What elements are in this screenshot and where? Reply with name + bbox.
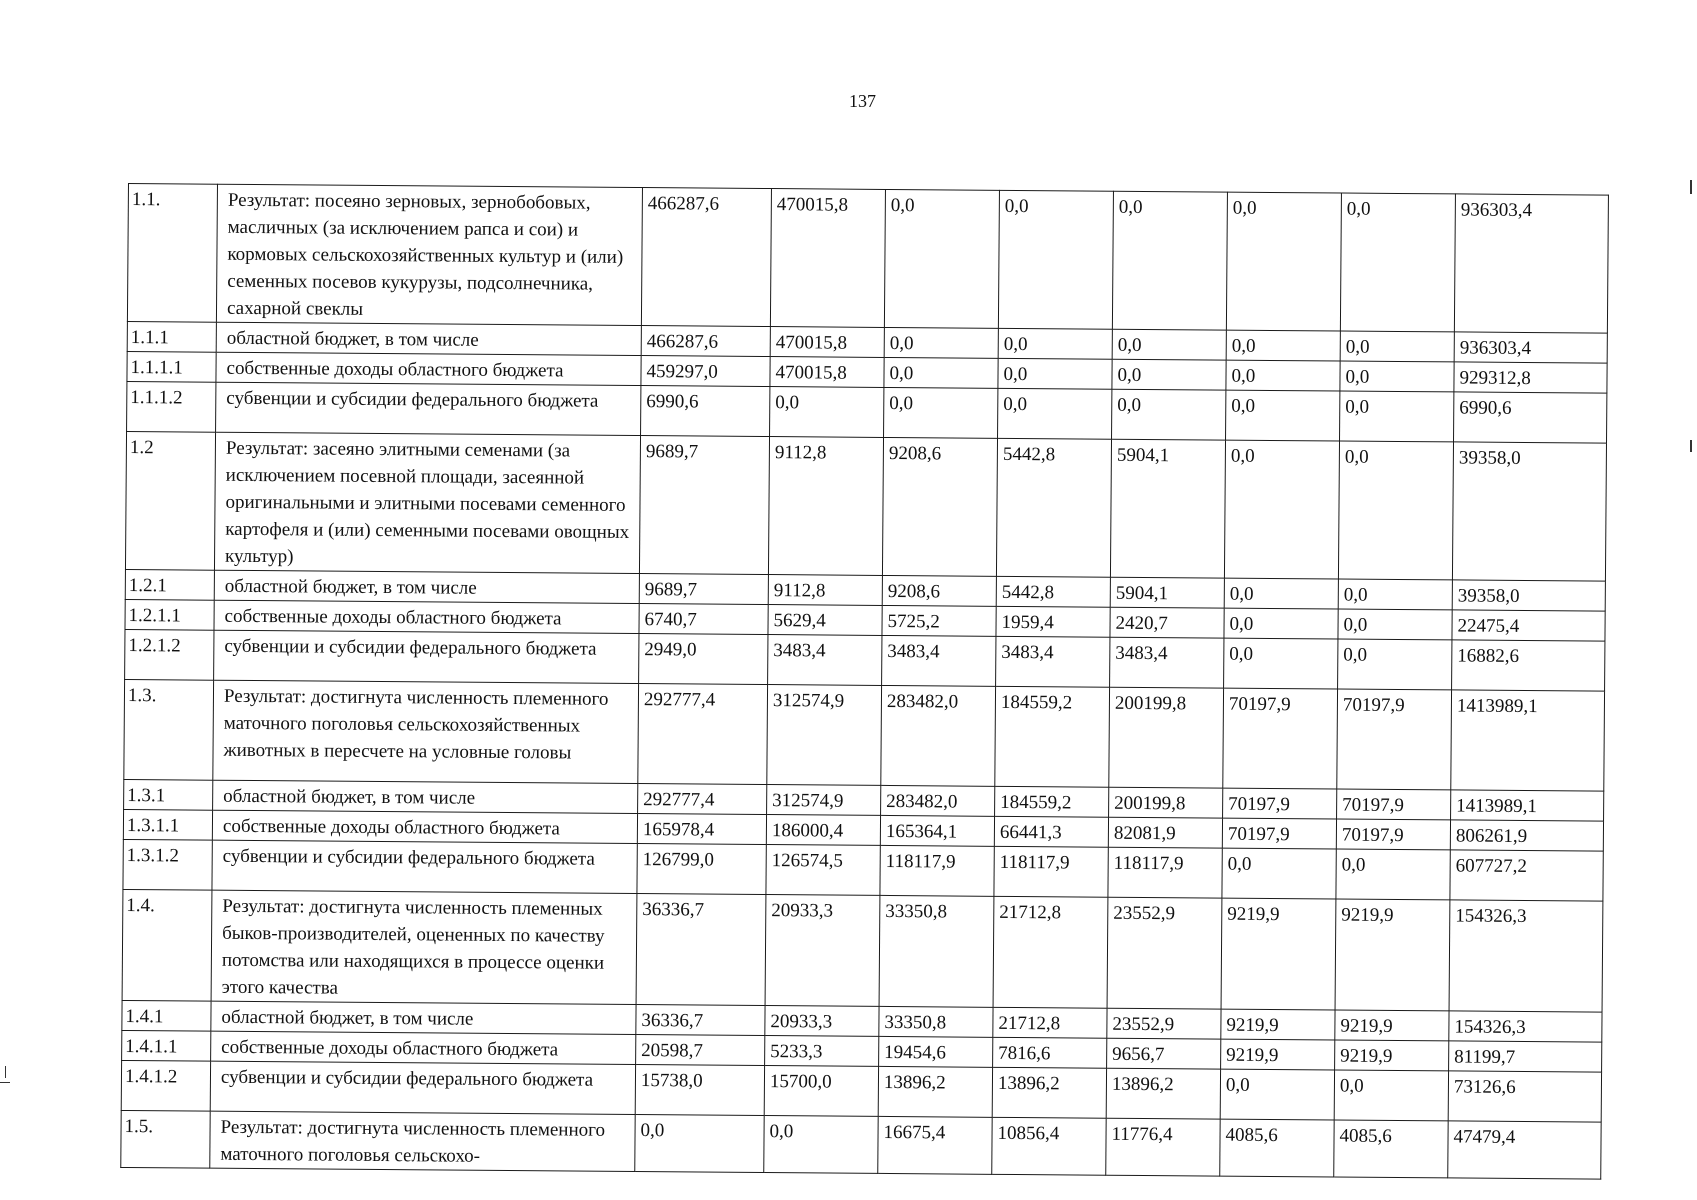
value-cell: 184559,2 bbox=[995, 786, 1109, 817]
value-cell: 0,0 bbox=[1112, 359, 1226, 390]
value-cell: 70197,9 bbox=[1337, 789, 1451, 820]
value-cell: 0,0 bbox=[1226, 330, 1340, 361]
value-cell: 3483,4 bbox=[882, 635, 996, 686]
row-code: 1.4.1.2 bbox=[121, 1060, 210, 1111]
value-cell: 200199,8 bbox=[1109, 787, 1223, 818]
value-cell: 9656,7 bbox=[1107, 1038, 1221, 1069]
total-cell: 39358,0 bbox=[1452, 580, 1605, 611]
value-cell: 126799,0 bbox=[637, 844, 766, 895]
row-description: собственные доходы областного бюджета bbox=[216, 352, 641, 385]
value-cell: 0,0 bbox=[1224, 638, 1338, 689]
value-cell: 0,0 bbox=[884, 357, 998, 388]
value-cell: 283482,0 bbox=[881, 685, 996, 786]
row-description: Результат: достигнута численность племенного маточного поголовья сельскохо- bbox=[210, 1111, 635, 1171]
value-cell: 0,0 bbox=[1338, 579, 1452, 610]
row-description: собственные доходы областного бюджета bbox=[211, 1031, 636, 1064]
value-cell: 186000,4 bbox=[766, 815, 880, 846]
value-cell: 126574,5 bbox=[766, 845, 880, 896]
row-code: 1.3.1.2 bbox=[123, 839, 212, 890]
value-cell: 0,0 bbox=[998, 190, 1113, 329]
value-cell: 0,0 bbox=[770, 387, 884, 438]
value-cell: 19454,6 bbox=[879, 1036, 993, 1067]
value-cell: 5442,8 bbox=[996, 576, 1110, 607]
value-cell: 3483,4 bbox=[1110, 637, 1224, 688]
row-code: 1.2 bbox=[125, 431, 215, 570]
row-code: 1.4.1.1 bbox=[122, 1030, 211, 1061]
row-code: 1.1.1.1 bbox=[127, 351, 216, 382]
row-description: областной бюджет, в том числе bbox=[216, 322, 641, 355]
row-description: областной бюджет, в том числе bbox=[211, 1001, 636, 1034]
total-cell: 1413989,1 bbox=[1451, 690, 1605, 791]
value-cell: 0,0 bbox=[1340, 391, 1454, 442]
value-cell: 21712,8 bbox=[993, 896, 1108, 1008]
value-cell: 36336,7 bbox=[636, 894, 766, 1006]
value-cell: 9219,9 bbox=[1221, 898, 1336, 1010]
value-cell: 0,0 bbox=[1334, 1070, 1448, 1121]
value-cell: 184559,2 bbox=[995, 686, 1110, 787]
page-number: 137 bbox=[849, 91, 876, 111]
value-cell: 9689,7 bbox=[639, 574, 768, 605]
value-cell: 2949,0 bbox=[639, 634, 768, 685]
table-row bbox=[127, 184, 1608, 334]
value-cell: 0,0 bbox=[1338, 441, 1453, 580]
value-cell: 0,0 bbox=[1224, 608, 1338, 639]
value-cell: 9112,8 bbox=[768, 575, 882, 606]
row-code: 1.3.1 bbox=[124, 779, 213, 810]
value-cell: 0,0 bbox=[884, 189, 999, 328]
value-cell: 0,0 bbox=[764, 1116, 878, 1174]
value-cell: 165364,1 bbox=[880, 815, 994, 846]
value-cell: 9208,6 bbox=[882, 575, 996, 606]
row-description: областной бюджет, в том числе bbox=[213, 780, 638, 813]
row-code: 1.2.1.2 bbox=[125, 629, 214, 680]
value-cell: 5233,3 bbox=[765, 1036, 879, 1067]
value-cell: 70197,9 bbox=[1337, 689, 1452, 790]
value-cell: 0,0 bbox=[884, 387, 998, 438]
value-cell: 0,0 bbox=[998, 358, 1112, 389]
value-cell: 0,0 bbox=[1226, 192, 1341, 331]
value-cell: 16675,4 bbox=[878, 1116, 992, 1174]
value-cell: 0,0 bbox=[1224, 440, 1339, 579]
row-code: 1.4.1 bbox=[122, 1000, 211, 1031]
value-cell: 0,0 bbox=[1338, 639, 1452, 690]
value-cell: 118117,9 bbox=[1108, 847, 1222, 898]
value-cell: 0,0 bbox=[1226, 360, 1340, 391]
table-row bbox=[125, 431, 1606, 581]
value-cell: 0,0 bbox=[1336, 849, 1450, 900]
total-cell: 22475,4 bbox=[1452, 610, 1605, 641]
value-cell: 15738,0 bbox=[635, 1065, 764, 1116]
value-cell: 9219,9 bbox=[1335, 1010, 1449, 1041]
row-description: Результат: достигнута численность племенных быков-производителей, оцененных по качеству потомства или находящихся в процессе оценки этого качества bbox=[211, 890, 637, 1004]
value-cell: 6990,6 bbox=[641, 386, 770, 437]
row-description: субвенции и субсидии федерального бюджета bbox=[216, 382, 641, 435]
value-cell: 9219,9 bbox=[1335, 899, 1450, 1011]
value-cell: 1959,4 bbox=[996, 606, 1110, 637]
value-cell: 5442,8 bbox=[996, 438, 1111, 577]
value-cell: 0,0 bbox=[1222, 848, 1336, 899]
value-cell: 466287,6 bbox=[641, 326, 770, 357]
value-cell: 3483,4 bbox=[768, 635, 882, 686]
value-cell: 0,0 bbox=[998, 388, 1112, 439]
row-code: 1.1.1.2 bbox=[127, 381, 216, 432]
value-cell: 0,0 bbox=[1112, 389, 1226, 440]
row-description: собственные доходы областного бюджета bbox=[214, 600, 639, 633]
row-code: 1.3.1.1 bbox=[123, 809, 212, 840]
value-cell: 0,0 bbox=[1224, 578, 1338, 609]
value-cell: 13896,2 bbox=[1106, 1068, 1220, 1119]
value-cell: 7816,6 bbox=[993, 1037, 1107, 1068]
table-row bbox=[121, 1110, 1601, 1179]
value-cell: 9112,8 bbox=[768, 437, 883, 576]
scan-edge-mark bbox=[1690, 440, 1692, 452]
total-cell: 16882,6 bbox=[1452, 640, 1605, 691]
total-cell: 607727,2 bbox=[1450, 850, 1603, 901]
value-cell: 9219,9 bbox=[1221, 1039, 1335, 1070]
value-cell: 200199,8 bbox=[1109, 687, 1224, 788]
value-cell: 70197,9 bbox=[1223, 688, 1338, 789]
budget-table bbox=[120, 183, 1609, 1180]
value-cell: 312574,9 bbox=[767, 785, 881, 816]
row-code: 1.1.1 bbox=[127, 321, 216, 352]
value-cell: 21712,8 bbox=[993, 1007, 1107, 1038]
value-cell: 66441,3 bbox=[994, 816, 1108, 847]
total-cell: 154326,3 bbox=[1449, 1011, 1602, 1042]
scan-edge-mark bbox=[0, 1082, 10, 1083]
value-cell: 15700,0 bbox=[764, 1066, 878, 1117]
total-cell: 6990,6 bbox=[1454, 392, 1607, 443]
value-cell: 0,0 bbox=[1112, 329, 1226, 360]
value-cell: 165978,4 bbox=[637, 814, 766, 845]
value-cell: 4085,6 bbox=[1220, 1119, 1334, 1177]
value-cell: 466287,6 bbox=[641, 188, 771, 327]
value-cell: 312574,9 bbox=[767, 685, 882, 786]
value-cell: 9219,9 bbox=[1221, 1009, 1335, 1040]
total-cell: 154326,3 bbox=[1449, 900, 1603, 1012]
value-cell: 9219,9 bbox=[1335, 1040, 1449, 1071]
table-row bbox=[122, 889, 1603, 1012]
value-cell: 20933,3 bbox=[765, 895, 880, 1007]
value-cell: 470015,8 bbox=[770, 189, 885, 328]
row-code: 1.1. bbox=[127, 184, 217, 323]
row-description: Результат: засеяно элитными семенами (за исключением посевной площади, засеянной оригинальными и элитными посевами семенного картофеля и (или) семенными посевами овощных культур) bbox=[214, 432, 640, 573]
value-cell: 0,0 bbox=[998, 328, 1112, 359]
row-code: 1.3. bbox=[124, 679, 214, 780]
value-cell: 70197,9 bbox=[1222, 818, 1336, 849]
value-cell: 70197,9 bbox=[1336, 819, 1450, 850]
value-cell: 0,0 bbox=[635, 1115, 764, 1173]
total-cell: 73126,6 bbox=[1448, 1071, 1601, 1122]
value-cell: 0,0 bbox=[1226, 390, 1340, 441]
value-cell: 33350,8 bbox=[879, 1006, 993, 1037]
value-cell: 33350,8 bbox=[879, 895, 994, 1007]
row-description: Результат: достигнута численность племенного маточного поголовья сельскохозяйственных животных в пересчете на условные головы bbox=[213, 680, 639, 783]
total-cell: 47479,4 bbox=[1448, 1121, 1601, 1179]
value-cell: 470015,8 bbox=[770, 357, 884, 388]
value-cell: 292777,4 bbox=[638, 784, 767, 815]
value-cell: 0,0 bbox=[1112, 191, 1227, 330]
value-cell: 4085,6 bbox=[1334, 1120, 1448, 1178]
value-cell: 0,0 bbox=[1340, 193, 1455, 332]
value-cell: 11776,4 bbox=[1106, 1118, 1220, 1176]
scan-edge-mark bbox=[1690, 180, 1692, 194]
row-description: областной бюджет, в том числе bbox=[214, 570, 639, 603]
value-cell: 9689,7 bbox=[639, 436, 769, 575]
value-cell: 23552,9 bbox=[1107, 1008, 1221, 1039]
value-cell: 10856,4 bbox=[992, 1117, 1106, 1175]
value-cell: 0,0 bbox=[884, 327, 998, 358]
total-cell: 936303,4 bbox=[1454, 194, 1608, 333]
total-cell: 929312,8 bbox=[1454, 362, 1607, 393]
value-cell: 118117,9 bbox=[994, 846, 1108, 897]
total-cell: 39358,0 bbox=[1452, 442, 1606, 581]
value-cell: 0,0 bbox=[1340, 361, 1454, 392]
table-row bbox=[124, 679, 1605, 791]
value-cell: 459297,0 bbox=[641, 356, 770, 387]
value-cell: 0,0 bbox=[1338, 609, 1452, 640]
value-cell: 23552,9 bbox=[1107, 897, 1222, 1009]
value-cell: 5904,1 bbox=[1110, 439, 1225, 578]
value-cell: 118117,9 bbox=[880, 845, 994, 896]
value-cell: 5629,4 bbox=[768, 605, 882, 636]
value-cell: 82081,9 bbox=[1108, 817, 1222, 848]
value-cell: 20933,3 bbox=[765, 1006, 879, 1037]
row-code: 1.2.1.1 bbox=[125, 599, 214, 630]
value-cell: 292777,4 bbox=[638, 684, 768, 785]
value-cell: 470015,8 bbox=[770, 327, 884, 358]
value-cell: 0,0 bbox=[1340, 331, 1454, 362]
total-cell: 936303,4 bbox=[1454, 332, 1607, 363]
total-cell: 806261,9 bbox=[1450, 820, 1603, 851]
row-description: субвенции и субсидии федерального бюджета bbox=[212, 840, 637, 893]
row-code: 1.4. bbox=[122, 889, 212, 1001]
value-cell: 0,0 bbox=[1220, 1069, 1334, 1120]
row-description: субвенции и субсидии федерального бюджета bbox=[214, 630, 639, 683]
row-description: субвенции и субсидии федерального бюджета bbox=[210, 1061, 635, 1114]
value-cell: 9208,6 bbox=[882, 437, 997, 576]
value-cell: 20598,7 bbox=[636, 1035, 765, 1066]
value-cell: 70197,9 bbox=[1223, 788, 1337, 819]
scan-edge-mark bbox=[5, 1066, 6, 1078]
total-cell: 81199,7 bbox=[1449, 1041, 1602, 1072]
value-cell: 5725,2 bbox=[882, 605, 996, 636]
row-code: 1.5. bbox=[121, 1110, 210, 1168]
value-cell: 13896,2 bbox=[878, 1066, 992, 1117]
row-code: 1.2.1 bbox=[125, 569, 214, 600]
value-cell: 5904,1 bbox=[1110, 577, 1224, 608]
value-cell: 283482,0 bbox=[881, 785, 995, 816]
value-cell: 2420,7 bbox=[1110, 607, 1224, 638]
value-cell: 13896,2 bbox=[992, 1067, 1106, 1118]
value-cell: 3483,4 bbox=[996, 636, 1110, 687]
total-cell: 1413989,1 bbox=[1451, 790, 1604, 821]
row-description: собственные доходы областного бюджета bbox=[212, 810, 637, 843]
value-cell: 6740,7 bbox=[639, 604, 768, 635]
row-description: Результат: посеяно зерновых, зернобобовых, масличных (за исключением рапса и сои) и кормовых сельскохозяйственных культур и (или) семенных посевов кукурузы, подсолнечника, сахарной свеклы bbox=[216, 184, 642, 325]
value-cell: 36336,7 bbox=[636, 1005, 765, 1036]
